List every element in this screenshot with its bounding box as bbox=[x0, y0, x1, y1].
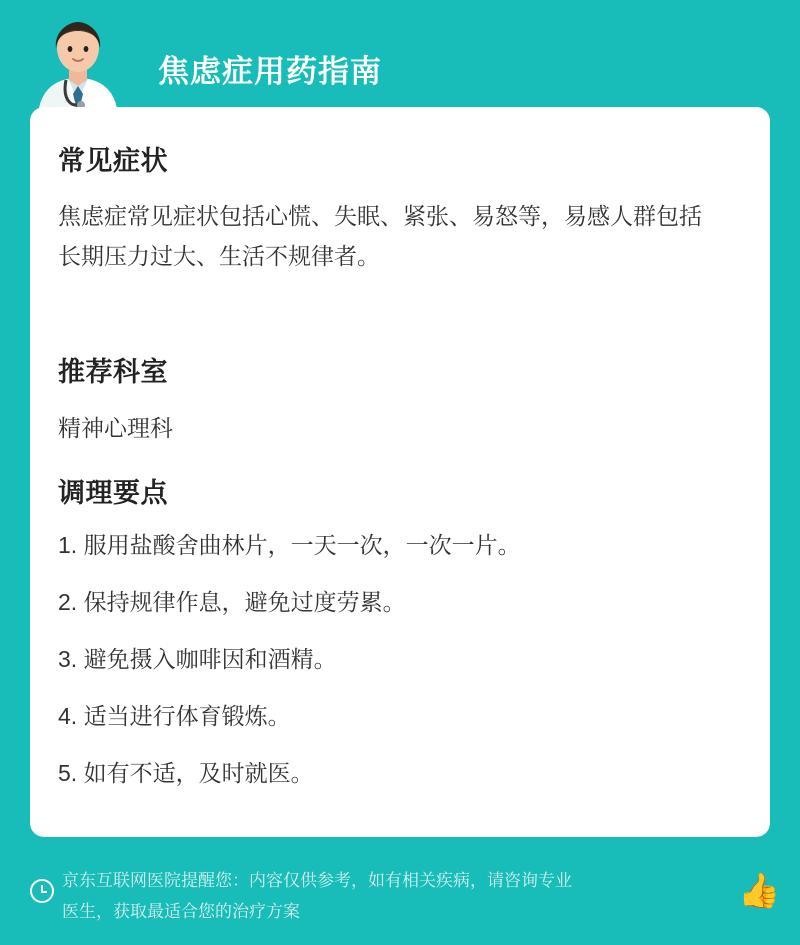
list-item-number: 4. bbox=[58, 703, 78, 729]
list-item bbox=[58, 645, 738, 673]
section-heading-tips: 调理要点 bbox=[58, 478, 168, 508]
thumbs-up-icon[interactable]: 👍 bbox=[738, 872, 781, 910]
list-item bbox=[58, 759, 738, 787]
section-heading-department: 推荐科室 bbox=[58, 357, 168, 387]
list-item-number: 3. bbox=[58, 646, 78, 672]
list-item-label: 服用盐酸舍曲林片，一天一次，一次一片。 bbox=[83, 532, 521, 558]
footer-line-1: 京东互联网医院提醒您：内容仅供参考，如有相关疾病，请咨询专业 bbox=[62, 871, 572, 890]
footer bbox=[0, 855, 800, 945]
content-card bbox=[30, 107, 770, 837]
tips-list bbox=[58, 531, 738, 816]
list-item bbox=[58, 702, 738, 730]
list-item-label: 适当进行体育锻炼。 bbox=[83, 703, 291, 729]
doctor-avatar-icon bbox=[18, 8, 138, 120]
list-item-number: 1. bbox=[58, 532, 78, 558]
footer-line-2: 医生，获取最适合您的治疗方案 bbox=[62, 902, 300, 921]
list-item-number: 2. bbox=[58, 589, 78, 615]
list-item-number: 5. bbox=[58, 760, 78, 786]
list-item-label: 如有不适，及时就医。 bbox=[83, 760, 314, 786]
list-item-label: 保持规律作息，避免过度劳累。 bbox=[83, 589, 406, 615]
section-heading-symptoms: 常见症状 bbox=[58, 146, 168, 176]
footer-disclaimer bbox=[62, 865, 722, 927]
list-item bbox=[58, 588, 738, 616]
list-item bbox=[58, 531, 738, 559]
clock-icon bbox=[30, 879, 54, 903]
symptoms-text: 焦虑症常见症状包括心慌、失眠、紧张、易怒等，易感人群包括长期压力过大、生活不规律者。 bbox=[58, 203, 702, 269]
list-item-label: 避免摄入咖啡因和酒精。 bbox=[83, 646, 337, 672]
department-text: 精神心理科 bbox=[58, 415, 173, 441]
page-title: 焦虑症用药指南 bbox=[158, 54, 382, 89]
